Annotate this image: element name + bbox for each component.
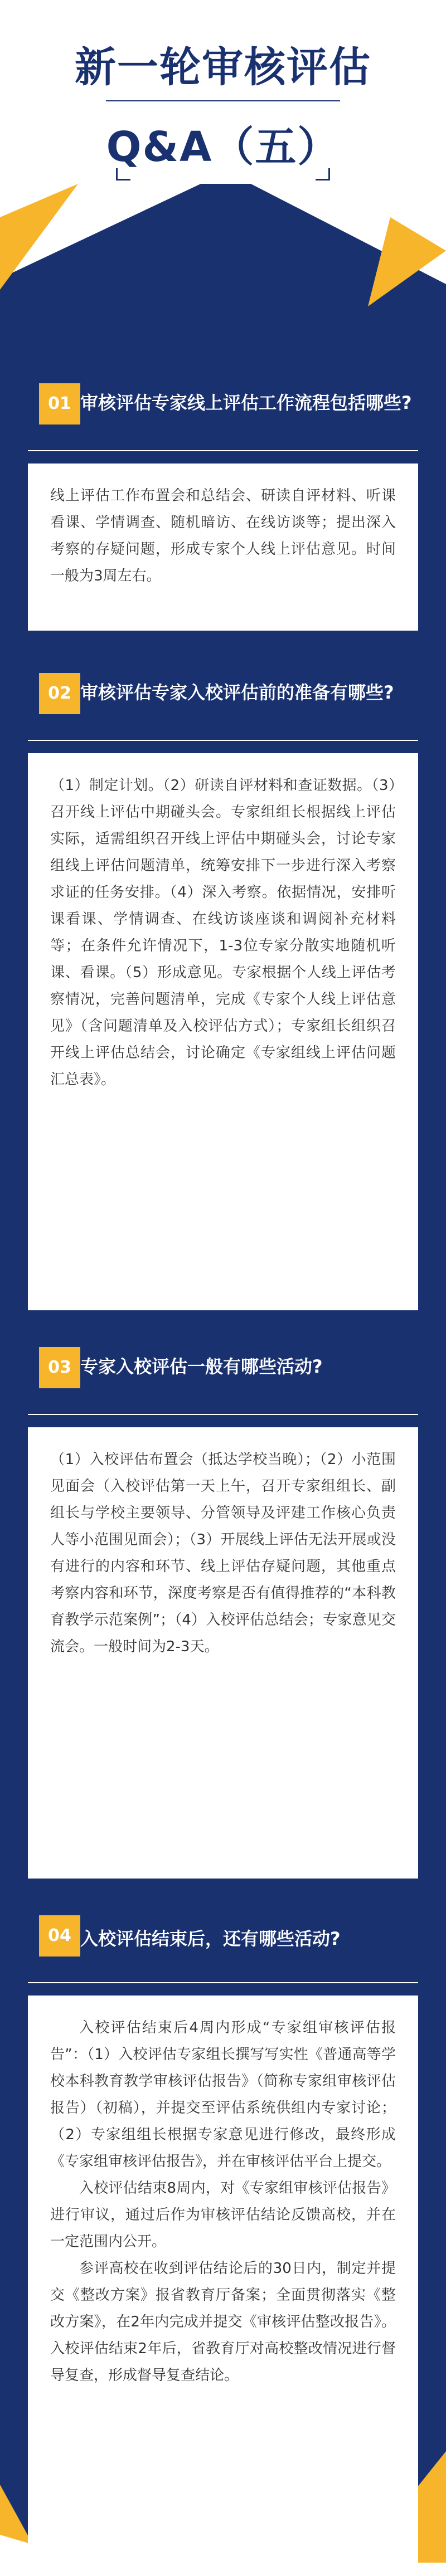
question-header bbox=[28, 1905, 418, 1983]
question-header bbox=[28, 663, 418, 741]
title-divider bbox=[106, 100, 340, 101]
answer-card bbox=[28, 1427, 418, 1879]
question-number: 02 bbox=[39, 673, 80, 714]
header bbox=[0, 0, 446, 184]
question-text: 审核评估专家入校评估前的准备有哪些? bbox=[80, 682, 394, 703]
page-title: 新一轮审核评估 bbox=[75, 43, 371, 91]
answer-paragraph: （1）制定计划。（2）研读自评材料和查证数据。（3）召开线上评估中期碰头会。专家组组长根据线上评估实际，适需组织召开线上评估中期碰头会，讨论专家组线上评估问题清单，统筹安排下一步进行深入考察求证的任务安排。（4）深入考察。依据情况，安排听课看课、学情调查、在线访谈座谈和调阅补充材料等；在条件允许情况下，1-3位专家分散实地随机听课、看课。（5）形成意见。专家根据个人线上评估考察情况，完善问题清单，完成《专家个人线上评估意见》（含问题清单及入校评估方式）；专家组长组织召开线上评估总结会，讨论确定《专家组线上评估问题汇总表》。 bbox=[50, 777, 396, 1088]
right-corner-bracket bbox=[316, 168, 330, 180]
question-text: 专家入校评估一般有哪些活动? bbox=[80, 1356, 323, 1377]
question-number: 01 bbox=[39, 383, 80, 425]
answer-paragraph: 参评高校在收到评估结论后的30日内，制定并提交《整改方案》报省教育厅备案；全面贯彻落实《整改方案》，在2年内完成并提交《审核评估整改报告》。入校评估结束2年后，省教育厅对高校整改情况进行督导复查，形成督导复查结论。 bbox=[50, 2260, 396, 2384]
question-text: 审核评估专家线上评估工作流程包括哪些? bbox=[80, 392, 412, 413]
answer-card bbox=[28, 464, 418, 631]
answer-paragraph: 线上评估工作布置会和总结会、研读自评材料、听课看课、学情调查、随机暗访、在线访谈等；提出深入考察的存疑问题，形成专家个人线上评估意见。时间一般为3周左右。 bbox=[50, 487, 396, 584]
question-number: 03 bbox=[39, 1347, 80, 1388]
question-text: 入校评估结束后，还有哪些活动? bbox=[80, 1928, 341, 1949]
question-header bbox=[28, 373, 418, 451]
question-underline bbox=[28, 1414, 418, 1415]
qa-section-3 bbox=[28, 1337, 418, 1655]
answer-paragraph: 入校评估结束后4周内形成“专家组审核评估报告”：（1）入校评估专家组长撰写写实性《普通高等学校本科教育教学审核评估报告》（简称专家组审核评估报告）（初稿），并提交至评估系统供组内专家讨论；（2）专家组组长根据专家意见进行修改，最终形成《专家组审核评估报告》，并在审核评估平台上提交。 bbox=[50, 2019, 396, 2170]
question-number: 04 bbox=[39, 1915, 80, 1957]
qa-section-4 bbox=[28, 1905, 418, 2384]
question-underline bbox=[28, 740, 418, 741]
question-underline bbox=[28, 450, 418, 451]
answer-card bbox=[28, 1996, 418, 2576]
answer-paragraph: （1）入校评估布置会（抵达学校当晚）；（2）小范围见面会（入校评估第一天上午，召开专家组组长、副组长与学校主要领导、分管领导及评建工作核心负责人等小范围见面会）；（3）开展线上评估无法开展或没有进行的内容和环节、线上评估存疑问题，其他重点考察内容和环节，深度考察是否有值得推荐的“本科教育教学示范案例”；（4）入校评估总结会；专家意见交流会。一般时间为2-3天。 bbox=[50, 1451, 396, 1655]
qa-section-2 bbox=[28, 663, 418, 1088]
question-underline bbox=[28, 1982, 418, 1983]
question-header bbox=[28, 1337, 418, 1415]
qa-section-1 bbox=[28, 373, 418, 584]
answer-card bbox=[28, 753, 418, 1310]
left-corner-bracket bbox=[116, 168, 130, 180]
page-subtitle: Q&A（五） bbox=[106, 123, 340, 171]
answer-paragraph: 入校评估结束8周内，对《专家组审核评估报告》进行审议，通过后作为审核评估结论反馈高校，并在一定范围内公开。 bbox=[50, 2180, 396, 2250]
